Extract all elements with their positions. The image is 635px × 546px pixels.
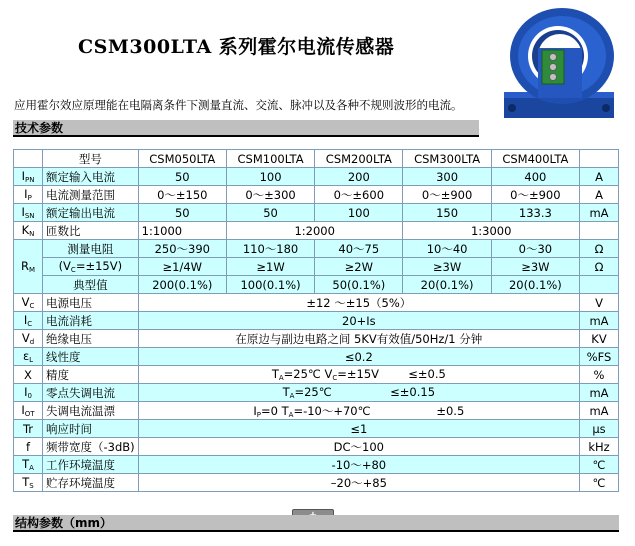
row-name: 典型值 <box>43 276 139 294</box>
table-cell: ≥3W <box>403 258 491 276</box>
row-symbol: $I_{OT}$ <box>14 402 43 420</box>
row-name: 失调电流温漂 <box>43 402 139 420</box>
row-unit: % <box>580 366 619 384</box>
table-cell: 50 <box>138 168 226 186</box>
row-symbol: $R_M$ <box>14 240 43 294</box>
table-cell: DC～100 <box>138 438 579 456</box>
table-cell: 40～75 <box>315 240 403 258</box>
row-symbol: $T_A$ <box>14 456 43 474</box>
row-name: 精度 <box>43 366 139 384</box>
table-cell: 0～±600 <box>315 186 403 204</box>
table-cell: 400 <box>491 168 579 186</box>
table-cell: 100 <box>315 204 403 222</box>
table-row <box>14 258 619 276</box>
table-cell: 100 <box>226 168 314 186</box>
row-name: 工作环境温度 <box>43 456 139 474</box>
table-cell: 1:3000 <box>403 222 580 240</box>
table-cell: $T_A=25℃$ ≤±0.15 <box>138 384 579 402</box>
table-row <box>14 240 619 258</box>
row-name: 额定输入电流 <box>43 168 139 186</box>
table-header-row <box>14 150 619 168</box>
table-header-model: 型号 <box>43 150 139 168</box>
table-cell: 0～30 <box>491 240 579 258</box>
table-row <box>14 294 619 312</box>
table-cell: 20(0.1%) <box>403 276 491 294</box>
table-cell <box>14 150 43 168</box>
table-cell: 在原边与副边电路之间 5KV有效值/50Hz/1 分钟 <box>138 330 579 348</box>
row-symbol: $V_C$ <box>14 294 43 312</box>
row-unit: kHz <box>580 438 619 456</box>
row-unit: A <box>580 168 619 186</box>
table-cell <box>580 222 619 240</box>
table-cell: 20+Is <box>138 312 579 330</box>
row-unit: Ω <box>580 240 619 258</box>
table-cell: ±12 ～±15（5%） <box>138 294 579 312</box>
table-cell: ≥2W <box>315 258 403 276</box>
table-cell: 150 <box>403 204 491 222</box>
table-cell: ≤1 <box>138 420 579 438</box>
table-cell: ≤0.2 <box>138 348 579 366</box>
table-header-cell: CSM100LTA <box>226 150 314 168</box>
row-unit: %FS <box>580 348 619 366</box>
table-row <box>14 312 619 330</box>
table-cell: 133.3 <box>491 204 579 222</box>
row-name: 电流测量范围 <box>43 186 139 204</box>
row-unit: Ω <box>580 258 619 276</box>
table-header-cell: CSM300LTA <box>403 150 491 168</box>
table-row <box>14 474 619 492</box>
row-symbol: $I_C$ <box>14 312 43 330</box>
table-cell: 0～±150 <box>138 186 226 204</box>
table-cell: 200(0.1%) <box>138 276 226 294</box>
table-row <box>14 330 619 348</box>
table-header-cell: CSM200LTA <box>315 150 403 168</box>
row-unit: mA <box>580 384 619 402</box>
table-cell: 300 <box>403 168 491 186</box>
table-cell: $I_P=0$ $T_A=-10\sim+70℃$ ±0.5 <box>138 402 579 420</box>
row-symbol: $I_{PN}$ <box>14 168 43 186</box>
row-symbol: Tr <box>14 420 43 438</box>
row-name: 额定输出电流 <box>43 204 139 222</box>
row-unit: mA <box>580 204 619 222</box>
table-cell: -10～+80 <box>138 456 579 474</box>
table-cell: ≥1/4W <box>138 258 226 276</box>
table-row <box>14 384 619 402</box>
table-row <box>14 366 619 384</box>
row-symbol: $V_d$ <box>14 330 43 348</box>
row-name: 零点失调电流 <box>43 384 139 402</box>
table-cell: 50 <box>226 204 314 222</box>
spec-table <box>13 149 619 492</box>
section-header-tech: 技术参数 <box>13 120 479 137</box>
row-symbol: $T_S$ <box>14 474 43 492</box>
row-symbol: $\varepsilon_L$ <box>14 348 43 366</box>
table-row <box>14 222 619 240</box>
row-name: $(V_C=\pm 15V)$ <box>43 258 139 276</box>
table-cell: –20～+85 <box>138 474 579 492</box>
row-name: 绝缘电压 <box>43 330 139 348</box>
table-row <box>14 420 619 438</box>
row-symbol: $I_0$ <box>14 384 43 402</box>
sensor-image <box>498 4 622 122</box>
table-cell: 1:2000 <box>226 222 403 240</box>
table-cell: 10～40 <box>403 240 491 258</box>
description-text: 应用霍尔效应原理能在电隔离条件下测量直流、交流、脉冲以及各种不规则波形的电流。 <box>14 98 463 112</box>
table-cell: 50(0.1%) <box>315 276 403 294</box>
row-name: 测量电阻 <box>43 240 139 258</box>
table-cell: 250～390 <box>138 240 226 258</box>
row-unit: μs <box>580 420 619 438</box>
row-name: 匝数比 <box>43 222 139 240</box>
table-cell: 110～180 <box>226 240 314 258</box>
section-header-struct: 结构参数（mm） <box>13 515 619 532</box>
table-cell: $T_A=25℃$ $V_C=\pm 15V$ ≤±0.5 <box>138 366 579 384</box>
table-cell: 50 <box>138 204 226 222</box>
table-cell <box>580 150 619 168</box>
table-cell: 0～±900 <box>403 186 491 204</box>
row-name: 频带宽度（-3dB) <box>43 438 139 456</box>
table-cell: 0～±300 <box>226 186 314 204</box>
table-row <box>14 348 619 366</box>
page-title: CSM300LTA 系列霍尔电流传感器 <box>78 36 395 58</box>
table-header-cell: CSM400LTA <box>491 150 579 168</box>
table-row <box>14 204 619 222</box>
row-unit: ℃ <box>580 456 619 474</box>
table-cell: ≥1W <box>226 258 314 276</box>
row-symbol: $K_N$ <box>14 222 43 240</box>
row-unit: V <box>580 294 619 312</box>
table-cell: ≥3W <box>491 258 579 276</box>
table-cell: 100(0.1%) <box>226 276 314 294</box>
table-row <box>14 456 619 474</box>
row-unit: A <box>580 186 619 204</box>
row-name: 电源电压 <box>43 294 139 312</box>
row-unit: mA <box>580 402 619 420</box>
table-cell: 20(0.1%) <box>491 276 579 294</box>
table-cell: 1:1000 <box>138 222 226 240</box>
row-symbol: $I_{SN}$ <box>14 204 43 222</box>
table-row <box>14 276 619 294</box>
row-symbol: $I_P$ <box>14 186 43 204</box>
table-header-cell: CSM050LTA <box>138 150 226 168</box>
table-cell: 200 <box>315 168 403 186</box>
table-row <box>14 438 619 456</box>
row-unit: KV <box>580 330 619 348</box>
table-cell: 0～±900 <box>491 186 579 204</box>
table-row <box>14 402 619 420</box>
row-name: 贮存环境温度 <box>43 474 139 492</box>
row-name: 响应时间 <box>43 420 139 438</box>
row-name: 电流消耗 <box>43 312 139 330</box>
row-symbol: f <box>14 438 43 456</box>
table-row <box>14 168 619 186</box>
table-cell <box>580 276 619 294</box>
row-symbol: X <box>14 366 43 384</box>
table-row <box>14 186 619 204</box>
row-name: 线性度 <box>43 348 139 366</box>
row-unit: ℃ <box>580 474 619 492</box>
row-unit: mA <box>580 312 619 330</box>
